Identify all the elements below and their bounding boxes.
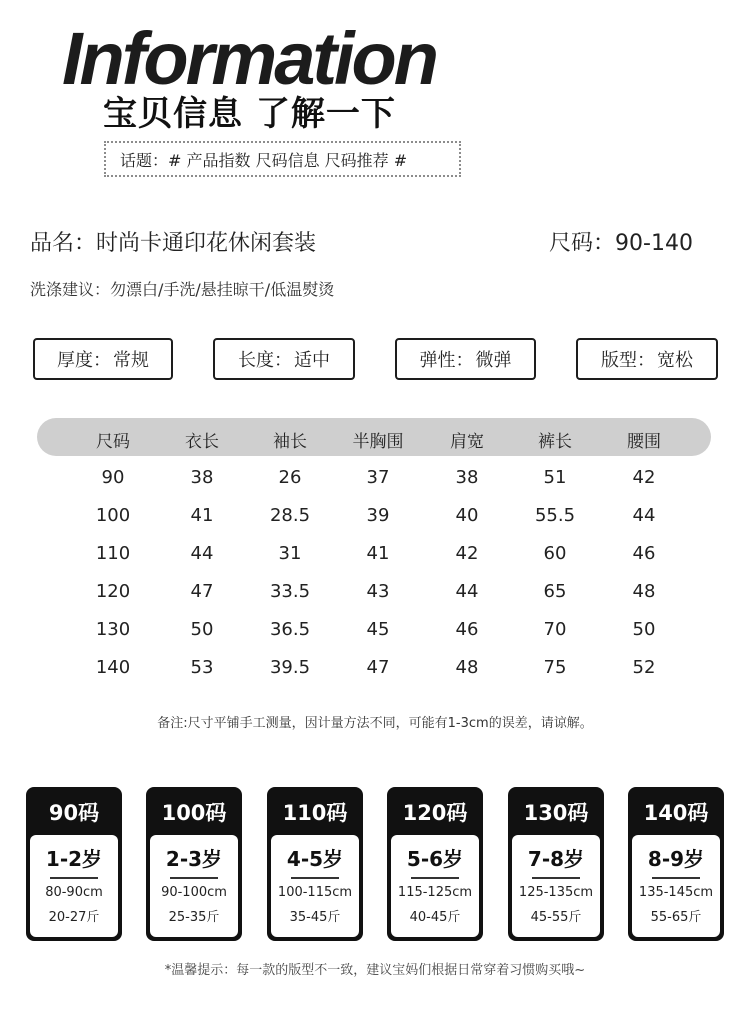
- size-card-divider: [411, 877, 459, 879]
- attribute-elasticity: [395, 338, 536, 380]
- table-cell: 45: [366, 619, 390, 640]
- size-range-label: 尺码：: [549, 231, 616, 256]
- size-card-140: [628, 787, 724, 941]
- column-header-waist: 腰围: [627, 432, 661, 452]
- table-cell: 100: [95, 505, 131, 526]
- product-name-label: 品名：: [30, 231, 97, 256]
- size-table-header: [37, 418, 711, 456]
- topic-box: [104, 141, 461, 177]
- size-card-body: [391, 835, 479, 937]
- table-cell: 75: [543, 657, 567, 678]
- size-card-weight: 55-65斤: [650, 910, 702, 925]
- size-card-age: 1-2岁: [45, 847, 103, 871]
- size-card-body: [271, 835, 359, 937]
- attribute-label: 长度：: [238, 350, 292, 371]
- table-cell: 44: [190, 543, 214, 564]
- size-range-value: 90-140: [615, 231, 693, 256]
- table-cell: 39: [366, 505, 390, 526]
- size-card-body: [30, 835, 118, 937]
- wash-label: 洗涤建议：: [30, 280, 111, 299]
- table-cell: 38: [190, 467, 214, 488]
- size-card-age: 4-5岁: [286, 847, 344, 871]
- footer-tip: *温馨提示：每一款的版型不一致，建议宝妈们根据日常穿着习惯购买哦~: [164, 963, 586, 978]
- table-cell: 39.5: [269, 657, 311, 678]
- subheading-baby-info: 宝贝信息 了解一下: [103, 94, 396, 134]
- size-card-height: 100-115cm: [277, 885, 353, 900]
- size-card-weight: 40-45斤: [409, 910, 461, 925]
- table-cell: 55.5: [534, 505, 576, 526]
- size-card-body: [150, 835, 238, 937]
- table-cell: 28.5: [269, 505, 311, 526]
- size-card-age: 7-8岁: [527, 847, 585, 871]
- size-card-weight: 20-27斤: [48, 910, 100, 925]
- table-cell: 60: [543, 543, 567, 564]
- table-cell: 65: [543, 581, 567, 602]
- size-card-100: [146, 787, 242, 941]
- size-card-height: 135-145cm: [638, 885, 714, 900]
- size-card-height: 80-90cm: [45, 885, 103, 900]
- table-cell: 44: [632, 505, 656, 526]
- product-name: [30, 226, 316, 257]
- topic-label: 话题：: [120, 150, 169, 170]
- wash-value: 勿漂白/手洗/悬挂晾干/低温熨烫: [110, 280, 335, 299]
- table-cell: 50: [632, 619, 656, 640]
- table-cell: 48: [632, 581, 656, 602]
- size-card-height: 115-125cm: [397, 885, 473, 900]
- table-cell: 31: [278, 543, 302, 564]
- table-cell: 42: [455, 543, 479, 564]
- column-header-half-chest: 半胸围: [352, 432, 404, 452]
- attribute-thickness: [33, 338, 173, 380]
- size-card-110: [267, 787, 363, 941]
- table-cell: 110: [95, 543, 131, 564]
- table-cell: 42: [632, 467, 656, 488]
- table-cell: 47: [366, 657, 390, 678]
- table-cell: 36.5: [269, 619, 311, 640]
- size-card-divider: [291, 877, 339, 879]
- attribute-length: [213, 338, 355, 380]
- size-card-size: 90码: [48, 801, 100, 825]
- size-card-size: 100码: [161, 801, 227, 825]
- column-header-size: 尺码: [96, 432, 130, 452]
- table-cell: 120: [95, 581, 131, 602]
- attribute-value: 常规: [113, 350, 149, 371]
- size-card-age: 2-3岁: [165, 847, 223, 871]
- attribute-label: 版型：: [601, 350, 655, 371]
- size-card-130: [508, 787, 604, 941]
- size-card-size: 110码: [282, 801, 348, 825]
- column-header-shoulder: 肩宽: [450, 432, 484, 452]
- table-cell: 90: [101, 467, 125, 488]
- table-cell: 26: [278, 467, 302, 488]
- size-card-body: [512, 835, 600, 937]
- size-card-divider: [652, 877, 700, 879]
- table-cell: 40: [455, 505, 479, 526]
- table-cell: 52: [632, 657, 656, 678]
- measurement-note: 备注:尺寸平铺手工测量，因计量方法不同，可能有1-3cm的误差，请谅解。: [157, 716, 593, 731]
- size-card-size: 140码: [643, 801, 709, 825]
- table-cell: 41: [366, 543, 390, 564]
- table-cell: 46: [455, 619, 479, 640]
- size-card-size: 120码: [402, 801, 468, 825]
- topic-tags: # 产品指数 尺码信息 尺码推荐 #: [168, 150, 408, 170]
- column-header-pants-length: 裤长: [538, 432, 572, 452]
- table-cell: 130: [95, 619, 131, 640]
- table-cell: 50: [190, 619, 214, 640]
- attribute-value: 宽松: [657, 350, 693, 371]
- table-cell: 51: [543, 467, 567, 488]
- table-cell: 46: [632, 543, 656, 564]
- wash-instructions: [30, 277, 334, 300]
- size-card-size: 130码: [523, 801, 589, 825]
- table-cell: 53: [190, 657, 214, 678]
- table-cell: 47: [190, 581, 214, 602]
- size-card-weight: 45-55斤: [530, 910, 582, 925]
- size-card-weight: 25-35斤: [168, 910, 220, 925]
- attribute-value: 微弹: [475, 350, 512, 371]
- size-card-body: [632, 835, 720, 937]
- attribute-label: 厚度：: [57, 350, 111, 371]
- attribute-label: 弹性：: [419, 350, 474, 371]
- table-cell: 38: [455, 467, 479, 488]
- size-card-age: 8-9岁: [647, 847, 705, 871]
- table-cell: 37: [366, 467, 390, 488]
- size-card-divider: [50, 877, 98, 879]
- attribute-value: 适中: [294, 350, 330, 371]
- column-header-sleeve: 袖长: [273, 432, 307, 452]
- table-cell: 41: [190, 505, 214, 526]
- size-card-height: 125-135cm: [518, 885, 594, 900]
- headline-information: Information: [62, 17, 436, 100]
- size-card-divider: [532, 877, 580, 879]
- table-cell: 48: [455, 657, 479, 678]
- size-card-height: 90-100cm: [161, 885, 227, 900]
- size-card-divider: [170, 877, 218, 879]
- size-range: [549, 226, 693, 257]
- size-card-age: 5-6岁: [406, 847, 464, 871]
- table-cell: 140: [95, 657, 131, 678]
- column-header-length: 衣长: [185, 432, 219, 452]
- size-card-120: [387, 787, 483, 941]
- size-card-90: [26, 787, 122, 941]
- table-cell: 43: [366, 581, 390, 602]
- product-name-value: 时尚卡通印花休闲套装: [96, 231, 317, 256]
- size-card-weight: 35-45斤: [289, 910, 341, 925]
- table-cell: 33.5: [269, 581, 311, 602]
- table-cell: 44: [455, 581, 479, 602]
- attribute-fit: [576, 338, 718, 380]
- table-cell: 70: [543, 619, 567, 640]
